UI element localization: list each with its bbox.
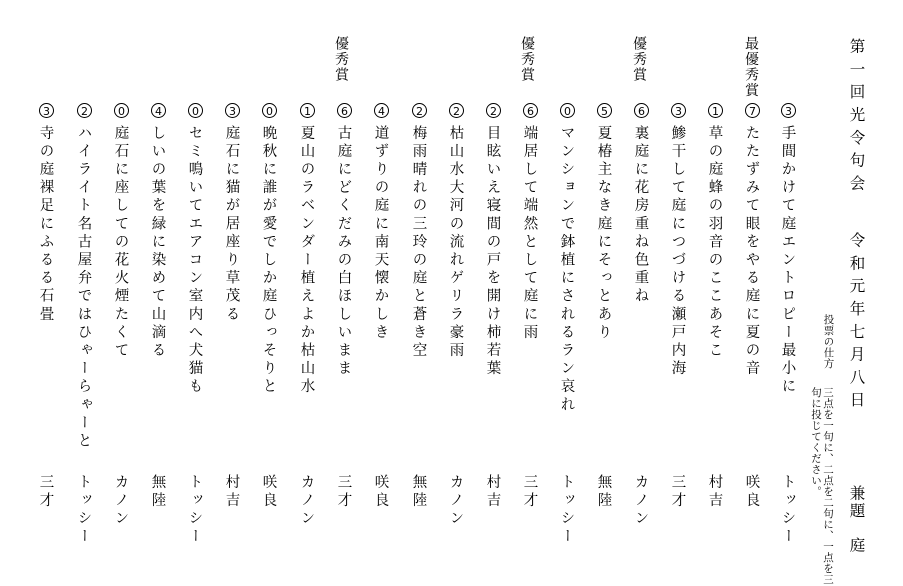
meeting-date: 令和元年七月八日 <box>847 232 866 415</box>
author-name: カノン <box>447 474 464 529</box>
haiku-entry <box>371 103 393 563</box>
award-grand-label: 最優秀賞 <box>743 36 759 98</box>
haiku-text: 道ずりの庭に南天懐かしき <box>372 125 389 343</box>
haiku-entry <box>334 103 356 563</box>
author-name: トッシー <box>779 474 796 547</box>
haiku-entry <box>778 103 800 563</box>
score-badge: 3 <box>225 103 240 118</box>
score-badge: 3 <box>781 103 796 118</box>
score-badge: 1 <box>708 103 723 118</box>
haiku-entry <box>705 103 727 563</box>
author-name: 村吉 <box>484 474 501 511</box>
score-badge: 0 <box>114 103 129 118</box>
kendai <box>848 485 864 555</box>
score-badge: 1 <box>300 103 315 118</box>
haiku-entry <box>259 103 281 563</box>
haiku-entry <box>631 103 653 563</box>
score-badge: 2 <box>412 103 427 118</box>
haiku-entry <box>222 103 244 563</box>
haiku-entry <box>111 103 133 563</box>
author-name: 三才 <box>37 474 54 511</box>
author-name: 無陸 <box>595 474 612 511</box>
haiku-text: 晩秋に誰が愛でしか庭ひっそりと <box>260 125 277 397</box>
author-name: 村吉 <box>706 474 723 511</box>
haiku-text: 端居して端然として庭に雨 <box>521 125 538 343</box>
score-badge: 4 <box>151 103 166 118</box>
haiku-text: 手間かけて庭エントロピー最小に <box>779 125 796 397</box>
haiku-text: 庭石に猫が居座り草茂る <box>223 125 240 325</box>
haiku-text: 夏椿主なき庭にそっとあり <box>595 125 612 343</box>
haiku-entry <box>594 103 616 563</box>
haiku-entry <box>668 103 690 563</box>
author-name: 三才 <box>521 474 538 511</box>
haiku-entry <box>520 103 542 563</box>
author-name: トッシー <box>558 474 575 547</box>
haiku-text: 裏庭に花房重ね色重ね <box>632 125 649 306</box>
author-name: 三才 <box>335 474 352 511</box>
award-excellent-label: 優秀賞 <box>333 36 349 83</box>
score-badge: 7 <box>745 103 760 118</box>
haiku-text: しいの葉を緑に染めて山滴る <box>149 125 166 361</box>
score-badge: 6 <box>634 103 649 118</box>
voting-method-label: 投票の仕方 <box>822 314 835 369</box>
score-badge: 0 <box>262 103 277 118</box>
author-name: 咲良 <box>372 474 389 511</box>
kendai-value: 庭 <box>847 537 866 555</box>
award-excellent-label: 優秀賞 <box>519 36 535 83</box>
haiku-entry <box>36 103 58 563</box>
haiku-text: 古庭にどくだみの白ほしいまま <box>335 125 352 379</box>
score-badge: 6 <box>337 103 352 118</box>
haiku-entry <box>409 103 431 563</box>
haiku-text: 草の庭蜂の羽音のここあそこ <box>706 125 723 361</box>
page-title: 第一回光令句会 <box>847 38 866 198</box>
score-badge: 0 <box>560 103 575 118</box>
score-badge: 2 <box>449 103 464 118</box>
score-badge: 4 <box>374 103 389 118</box>
haiku-entry <box>148 103 170 563</box>
score-badge: 3 <box>671 103 686 118</box>
score-badge: 2 <box>77 103 92 118</box>
haiku-text: たたずみて眼をやる庭に夏の音 <box>743 125 760 379</box>
author-name: カノン <box>112 474 129 529</box>
voting-method-text: 三点を一句に、二点を二句に、一点を三句に投じてください。 <box>810 387 834 585</box>
haiku-text: 夏山のラベンダー植えよか枯山水 <box>298 125 315 397</box>
haiku-text: 梅雨晴れの三玲の庭と蒼き空 <box>410 125 427 361</box>
author-name: カノン <box>298 474 315 529</box>
haiku-entry <box>557 103 579 563</box>
haiku-entry <box>446 103 468 563</box>
award-excellent-label: 優秀賞 <box>631 36 647 83</box>
haiku-text: マンションで鉢植にされるラン哀れ <box>558 125 575 415</box>
author-name: 村吉 <box>223 474 240 511</box>
haiku-entry <box>185 103 207 563</box>
haiku-text: 枯山水大河の流れゲリラ豪雨 <box>447 125 464 361</box>
author-name: 無陸 <box>410 474 427 511</box>
score-badge: 6 <box>523 103 538 118</box>
score-badge: 3 <box>39 103 54 118</box>
author-name: トッシー <box>75 474 92 547</box>
haiku-entry <box>297 103 319 563</box>
score-badge: 5 <box>597 103 612 118</box>
author-name: 咲良 <box>260 474 277 511</box>
haiku-text: 鯵干して庭につづける瀬戸内海 <box>669 125 686 379</box>
author-name: トッシー <box>186 474 203 547</box>
author-name: 咲良 <box>743 474 760 511</box>
haiku-text: 目眩いえ寝間の戸を開け柿若葉 <box>484 125 501 379</box>
haiku-entry <box>483 103 505 563</box>
author-name: 三才 <box>669 474 686 511</box>
haiku-entry <box>742 103 764 563</box>
author-name: カノン <box>632 474 649 529</box>
haiku-text: ハイライト名古屋弁ではひゃーらゃーと <box>75 125 92 451</box>
haiku-text: セミ鳴いてエアコン室内へ犬猫も <box>186 125 203 397</box>
haiku-entry <box>74 103 96 563</box>
haiku-text: 寺の庭裸足にふるる石畳 <box>37 125 54 325</box>
haiku-text: 庭石に座しての花火煙たくて <box>112 125 129 361</box>
score-badge: 2 <box>486 103 501 118</box>
score-badge: 0 <box>188 103 203 118</box>
kendai-label: 兼題 <box>847 485 866 520</box>
author-name: 無陸 <box>149 474 166 511</box>
